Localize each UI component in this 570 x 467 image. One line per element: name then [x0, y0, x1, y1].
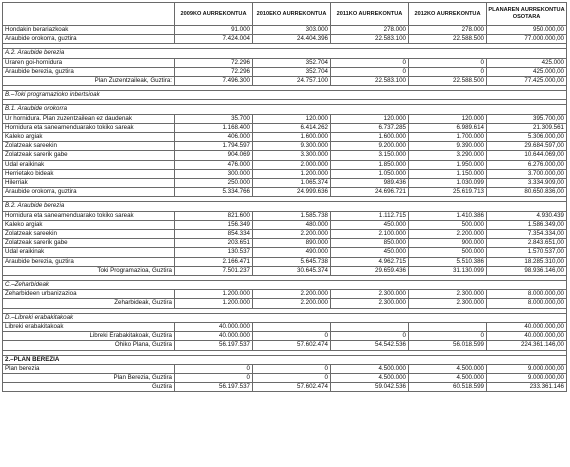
cell-total: 233.361.146 — [487, 383, 567, 392]
cell-total: 2.843.651,00 — [487, 239, 567, 248]
cell-2011: 1.112.715 — [331, 211, 409, 220]
cell-2011: 59.042.536 — [331, 383, 409, 392]
table-row — [3, 248, 567, 257]
cell-total: 3.334.909,00 — [487, 179, 567, 188]
table-row — [3, 169, 567, 178]
total-row — [3, 341, 567, 350]
cell-2010: 352.704 — [253, 67, 331, 76]
row-label: Zeharbideak, Guztira — [3, 299, 175, 308]
cell-2011: 1.050.000 — [331, 169, 409, 178]
cell-2009: 2.166.471 — [175, 257, 253, 266]
cell-2012: 500.000 — [409, 220, 487, 229]
cell-2011: 4.962.715 — [331, 257, 409, 266]
cell-2012: 1.950.000 — [409, 160, 487, 169]
row-label: Libreki Erabakitakoak, Guztira — [3, 332, 175, 341]
cell-2009: 1.200.000 — [175, 290, 253, 299]
cell-2012: 5.510.386 — [409, 257, 487, 266]
section-header-row — [3, 281, 567, 290]
cell-2010: 0 — [253, 332, 331, 341]
cell-2009: 300.000 — [175, 169, 253, 178]
cell-2012: 25.619.713 — [409, 188, 487, 197]
cell-2010: 3.300.000 — [253, 151, 331, 160]
table-row — [3, 151, 567, 160]
cell-2010: 352.704 — [253, 58, 331, 67]
cell-2009: 406.000 — [175, 133, 253, 142]
cell-2011: 0 — [331, 332, 409, 341]
section-title: B.2. Araubide berezia — [3, 202, 567, 211]
cell-2009: 56.197.537 — [175, 341, 253, 350]
cell-2011: 850.000 — [331, 239, 409, 248]
row-label: Herrietako bideak — [3, 169, 175, 178]
total-row — [3, 383, 567, 392]
cell-total: 8.000.000,00 — [487, 299, 567, 308]
cell-2010: 2.200.000 — [253, 290, 331, 299]
cell-2010: 0 — [253, 373, 331, 382]
cell-2012: 500.000 — [409, 248, 487, 257]
table-row — [3, 230, 567, 239]
cell-2011: 22.583.100 — [331, 77, 409, 86]
cell-2010: 1.600.000 — [253, 133, 331, 142]
cell-2009: 476.000 — [175, 160, 253, 169]
cell-total: 77.000.000,00 — [487, 35, 567, 44]
cell-2009: 854.334 — [175, 230, 253, 239]
section-header-row — [3, 202, 567, 211]
cell-2010: 1.200.000 — [253, 169, 331, 178]
cell-2009: 904.069 — [175, 151, 253, 160]
row-label: Hornidura eta saneamenduarako tokiko sareak — [3, 211, 175, 220]
table-row — [3, 211, 567, 220]
table-row — [3, 160, 567, 169]
row-label: Udal eraikinak — [3, 160, 175, 169]
cell-2012: 278.000 — [409, 26, 487, 35]
cell-2009: 7.496.300 — [175, 77, 253, 86]
total-row — [3, 77, 567, 86]
cell-2009: 91.000 — [175, 26, 253, 35]
cell-2011: 989.436 — [331, 179, 409, 188]
table-row — [3, 364, 567, 373]
row-label: Ur hornidura. Plan zuzentzailean ez daudenak — [3, 114, 175, 123]
cell-2009: 7.424.004 — [175, 35, 253, 44]
cell-total: 40.000.000,00 — [487, 322, 567, 331]
row-label: Plan berezia — [3, 364, 175, 373]
cell-2010: 30.645.374 — [253, 266, 331, 275]
cell-total: 224.361.146,00 — [487, 341, 567, 350]
budget-table — [2, 2, 567, 392]
header-cell-2012: 2012KO AURREKONTUA — [409, 3, 487, 26]
cell-2011: 29.659.436 — [331, 266, 409, 275]
section-header-row — [3, 105, 567, 114]
cell-2011: 3.150.000 — [331, 151, 409, 160]
cell-2011: 6.737.285 — [331, 123, 409, 132]
cell-2010: 120.000 — [253, 114, 331, 123]
cell-2011: 278.000 — [331, 26, 409, 35]
table-row — [3, 35, 567, 44]
total-row — [3, 266, 567, 275]
cell-2010: 6.414.262 — [253, 123, 331, 132]
cell-2012: 1.700.000 — [409, 133, 487, 142]
table-row — [3, 290, 567, 299]
cell-2011: 2.300.000 — [331, 299, 409, 308]
total-row — [3, 299, 567, 308]
header-row — [3, 3, 567, 26]
cell-total: 10.644.069,00 — [487, 151, 567, 160]
cell-2009: 0 — [175, 373, 253, 382]
table-row — [3, 142, 567, 151]
cell-2010: 2.000.000 — [253, 160, 331, 169]
total-row — [3, 332, 567, 341]
cell-2012: 2.300.000 — [409, 299, 487, 308]
cell-total: 1.586.349,00 — [487, 220, 567, 229]
cell-total: 5.306.000,00 — [487, 133, 567, 142]
cell-2012: 4.500.000 — [409, 373, 487, 382]
section-title: D.–Libreki erabakitakoak — [3, 313, 567, 322]
budget-document — [2, 2, 566, 392]
cell-2010: 57.602.474 — [253, 383, 331, 392]
table-row — [3, 123, 567, 132]
total-row — [3, 373, 567, 382]
cell-total: 98.936.146,00 — [487, 266, 567, 275]
cell-2009: 72.296 — [175, 67, 253, 76]
cell-2009: 40.000.000 — [175, 322, 253, 331]
cell-2011: 54.542.536 — [331, 341, 409, 350]
cell-total: 40.000.000,00 — [487, 332, 567, 341]
cell-2012: 2.300.000 — [409, 290, 487, 299]
cell-total: 395.700,00 — [487, 114, 567, 123]
cell-2012: 22.588.500 — [409, 77, 487, 86]
cell-2010 — [253, 322, 331, 331]
cell-2010: 24.757.100 — [253, 77, 331, 86]
header-cell-label — [3, 3, 175, 26]
cell-2012: 31.130.099 — [409, 266, 487, 275]
table-body — [3, 26, 567, 392]
cell-total: 6.276.000,00 — [487, 160, 567, 169]
cell-2009: 72.296 — [175, 58, 253, 67]
cell-2010: 303.000 — [253, 26, 331, 35]
row-label: Kaleko argiak — [3, 133, 175, 142]
cell-total: 29.684.597,00 — [487, 142, 567, 151]
cell-total: 18.285.310,00 — [487, 257, 567, 266]
cell-total: 1.570.537,00 — [487, 248, 567, 257]
cell-2010: 0 — [253, 364, 331, 373]
row-label: Plan Zuzentzaileak, Guztira: — [3, 77, 175, 86]
section-header-row — [3, 355, 567, 364]
cell-2012: 1.030.099 — [409, 179, 487, 188]
cell-2012: 3.290.000 — [409, 151, 487, 160]
cell-2012: 2.200.000 — [409, 230, 487, 239]
cell-2011: 2.100.000 — [331, 230, 409, 239]
section-title: 2.–PLAN BEREZIA — [3, 355, 567, 364]
table-row — [3, 220, 567, 229]
cell-2011: 4.500.000 — [331, 373, 409, 382]
row-label: Hondakin berariazkoak — [3, 26, 175, 35]
cell-2011: 450.000 — [331, 248, 409, 257]
row-label: Kaleko argiak — [3, 220, 175, 229]
cell-total: 9.000.000,00 — [487, 373, 567, 382]
cell-2009: 1.200.000 — [175, 299, 253, 308]
cell-2009: 821.600 — [175, 211, 253, 220]
cell-total: 80.650.836,00 — [487, 188, 567, 197]
row-label: Araubide orokorra, guztira — [3, 188, 175, 197]
section-title: C.–Zeharbideak — [3, 281, 567, 290]
cell-2011: 2.300.000 — [331, 290, 409, 299]
cell-2011: 4.500.000 — [331, 364, 409, 373]
section-title: A.2. Araubide berezia — [3, 49, 567, 58]
cell-2012: 900.000 — [409, 239, 487, 248]
cell-2012: 9.390.000 — [409, 142, 487, 151]
cell-2012: 0 — [409, 67, 487, 76]
row-label: Araubide orokorra, guztira — [3, 35, 175, 44]
section-header-row — [3, 49, 567, 58]
cell-total: 425.000,00 — [487, 67, 567, 76]
cell-2009: 0 — [175, 364, 253, 373]
row-label: Libreki erabakitakoak — [3, 322, 175, 331]
cell-2010: 9.300.000 — [253, 142, 331, 151]
row-label: Araubide berezia, guztira — [3, 257, 175, 266]
cell-total: 9.000.000,00 — [487, 364, 567, 373]
row-label: Toki Programazioa, Guztira — [3, 266, 175, 275]
cell-2010: 2.200.000 — [253, 299, 331, 308]
table-row — [3, 322, 567, 331]
cell-2011: 450.000 — [331, 220, 409, 229]
cell-total: 950.000,00 — [487, 26, 567, 35]
row-label: Zolatzeak sarerik gabe — [3, 239, 175, 248]
row-label: Hilerriak — [3, 179, 175, 188]
section-title: B.1. Araubide orokorra — [3, 105, 567, 114]
cell-2010: 24.404.396 — [253, 35, 331, 44]
cell-2009: 250.000 — [175, 179, 253, 188]
cell-2009: 40.000.000 — [175, 332, 253, 341]
header-cell-2010: 2010EKO AURREKONTUA — [253, 3, 331, 26]
cell-2012: 120.000 — [409, 114, 487, 123]
cell-2011: 0 — [331, 67, 409, 76]
cell-2010: 57.602.474 — [253, 341, 331, 350]
cell-total: 8.000.000,00 — [487, 290, 567, 299]
cell-total: 77.425.000,00 — [487, 77, 567, 86]
cell-2012: 0 — [409, 58, 487, 67]
row-label: Zeharbideen urbanizazioa — [3, 290, 175, 299]
table-row — [3, 133, 567, 142]
section-header-row — [3, 91, 567, 100]
cell-2010: 480.000 — [253, 220, 331, 229]
cell-2012: 4.500.000 — [409, 364, 487, 373]
header-cell-2009: 2009KO AURREKONTUA — [175, 3, 253, 26]
table-row — [3, 67, 567, 76]
section-header-row — [3, 313, 567, 322]
cell-2012: 6.989.614 — [409, 123, 487, 132]
row-label: Uraren goi-hornidura — [3, 58, 175, 67]
table-row — [3, 188, 567, 197]
cell-2012: 22.588.500 — [409, 35, 487, 44]
cell-2009: 7.501.237 — [175, 266, 253, 275]
cell-2010: 890.000 — [253, 239, 331, 248]
table-row — [3, 114, 567, 123]
cell-2009: 56.197.537 — [175, 383, 253, 392]
cell-2011: 9.200.000 — [331, 142, 409, 151]
cell-2009: 1.794.597 — [175, 142, 253, 151]
cell-2009: 130.537 — [175, 248, 253, 257]
cell-2009: 5.334.766 — [175, 188, 253, 197]
cell-2010: 5.645.738 — [253, 257, 331, 266]
cell-2010: 24.999.636 — [253, 188, 331, 197]
cell-2009: 156.349 — [175, 220, 253, 229]
cell-2012 — [409, 322, 487, 331]
cell-total: 4.930.439 — [487, 211, 567, 220]
cell-2011: 1.600.000 — [331, 133, 409, 142]
cell-2011: 1.850.000 — [331, 160, 409, 169]
row-label: Ohiko Plana, Guztira — [3, 341, 175, 350]
cell-2012: 1.150.000 — [409, 169, 487, 178]
cell-2012: 1.410.386 — [409, 211, 487, 220]
table-row — [3, 239, 567, 248]
row-label: Zolatzeak sarerik gabe — [3, 151, 175, 160]
cell-total: 21.309.561 — [487, 123, 567, 132]
cell-total: 3.700.000,00 — [487, 169, 567, 178]
table-row — [3, 179, 567, 188]
row-label: Zolatzeak sareekin — [3, 142, 175, 151]
cell-total: 425.000 — [487, 58, 567, 67]
row-label: Araubide berezia, guztira — [3, 67, 175, 76]
cell-2012: 56.018.599 — [409, 341, 487, 350]
table-row — [3, 257, 567, 266]
row-label: Udal eraikinak — [3, 248, 175, 257]
cell-2009: 203.651 — [175, 239, 253, 248]
cell-2011: 22.583.100 — [331, 35, 409, 44]
cell-2011 — [331, 322, 409, 331]
table-row — [3, 26, 567, 35]
row-label: Hornidura eta saneamenduarako tokiko sareak — [3, 123, 175, 132]
cell-2012: 0 — [409, 332, 487, 341]
cell-2010: 490.000 — [253, 248, 331, 257]
cell-2011: 0 — [331, 58, 409, 67]
header-cell-total: PLANAREN AURREKONTUA OSOTARA — [487, 3, 567, 26]
section-title: B.–Toki programazioko inbertsioak — [3, 91, 567, 100]
cell-2011: 24.696.721 — [331, 188, 409, 197]
cell-2011: 120.000 — [331, 114, 409, 123]
row-label: Zolatzeak sareekin — [3, 230, 175, 239]
cell-2009: 1.168.400 — [175, 123, 253, 132]
header-cell-2011: 2011KO AURREKONTUA — [331, 3, 409, 26]
table-row — [3, 58, 567, 67]
cell-total: 7.354.334,00 — [487, 230, 567, 239]
row-label: Guztira — [3, 383, 175, 392]
cell-2009: 35.700 — [175, 114, 253, 123]
cell-2010: 1.065.374 — [253, 179, 331, 188]
cell-2010: 1.585.738 — [253, 211, 331, 220]
row-label: Plan Berezia, Guztira — [3, 373, 175, 382]
cell-2012: 60.518.599 — [409, 383, 487, 392]
cell-2010: 2.200.000 — [253, 230, 331, 239]
